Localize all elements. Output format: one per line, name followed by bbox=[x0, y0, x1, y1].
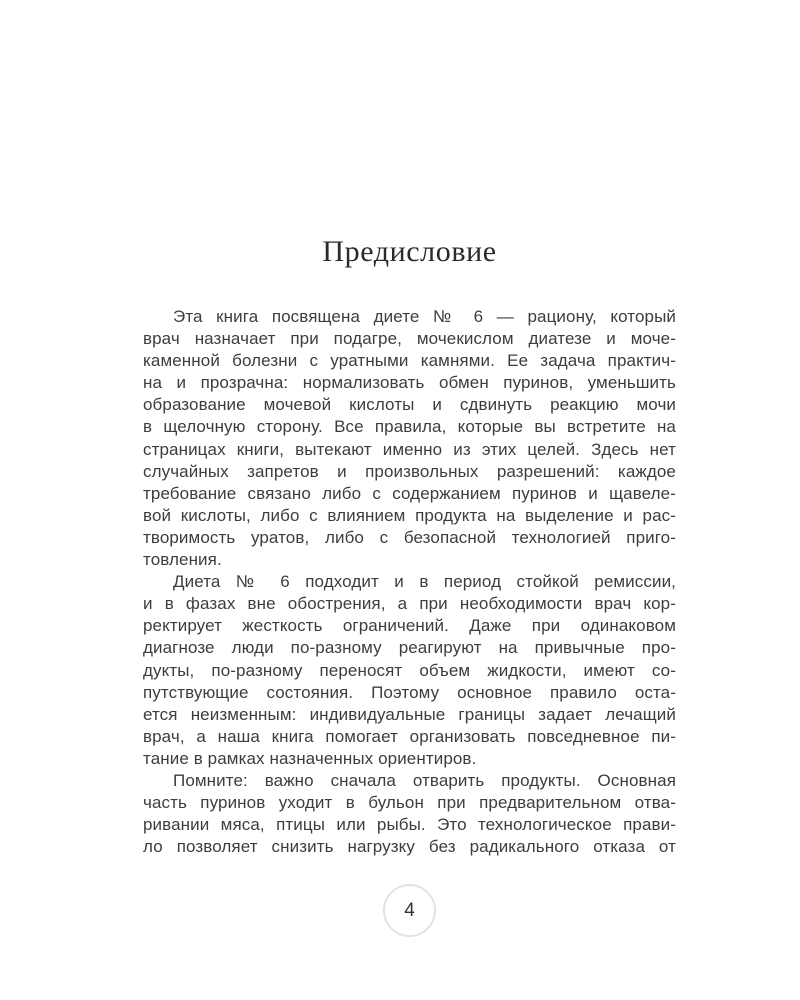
text-line: вой кислоты, либо с влиянием продукта на выделение и рас- bbox=[143, 505, 676, 525]
text-line: товления. bbox=[143, 550, 222, 570]
text-line: случайных запретов и произвольных разрешений: каждое bbox=[143, 461, 676, 481]
text-line: врач, а наша книга помогает организовать повседневное пи- bbox=[143, 726, 676, 746]
text-line: путствующие состояния. Поэтому основное правило оста- bbox=[143, 682, 676, 702]
text-line: образование мочевой кислоты и сдвинуть реакцию мочи bbox=[143, 395, 676, 415]
page-number: 4 bbox=[404, 899, 415, 921]
text-line: ло позволяет снизить нагрузку без радикального отказа от bbox=[143, 837, 676, 857]
text-line: творимость уратов, либо с безопасной технологией приго- bbox=[143, 527, 676, 547]
page-number-badge bbox=[383, 884, 436, 937]
text-line: дукты, по-разному переносят объем жидкости, имеют со- bbox=[143, 660, 676, 680]
text-line: ривании мяса, птицы или рыбы. Это технологическое прави- bbox=[143, 815, 676, 835]
text-line: страницах книги, вытекают именно из этих целей. Здесь нет bbox=[143, 439, 676, 459]
body-text bbox=[143, 306, 676, 858]
text-line: на и прозрачна: нормализовать обмен пуринов, уменьшить bbox=[143, 373, 676, 393]
text-line: в щелочную сторону. Все правила, которые вы встретите на bbox=[143, 417, 676, 437]
text-line: ректирует жесткость ограничений. Даже при одинаковом bbox=[143, 616, 676, 636]
text-line: Диета № 6 подходит и в период стойкой ремиссии, bbox=[173, 572, 676, 592]
content-column bbox=[143, 0, 676, 937]
text-line: и в фазах вне обострения, а при необходимости врач кор- bbox=[143, 594, 676, 614]
text-line: требование связано либо с содержанием пуринов и щавеле- bbox=[143, 483, 676, 503]
text-line: врач назначает при подагре, мочекислом диатезе и моче- bbox=[143, 329, 676, 349]
text-line: диагнозе люди по-разному реагируют на привычные про- bbox=[143, 638, 676, 658]
text-line: часть пуринов уходит в бульон при предварительном отва- bbox=[143, 793, 676, 813]
text-line: Помните: важно сначала отварить продукты. Основная bbox=[173, 770, 676, 790]
text-line: ется неизменным: индивидуальные границы задает лечащий bbox=[143, 704, 676, 724]
text-line: тание в рамках назначенных ориентиров. bbox=[143, 748, 477, 768]
text-line: каменной болезни с уратными камнями. Ее задача практич- bbox=[143, 351, 676, 371]
chapter-title: Предисловие bbox=[322, 235, 497, 268]
text-line: Эта книга посвящена диете № 6 — рациону, который bbox=[173, 307, 676, 326]
